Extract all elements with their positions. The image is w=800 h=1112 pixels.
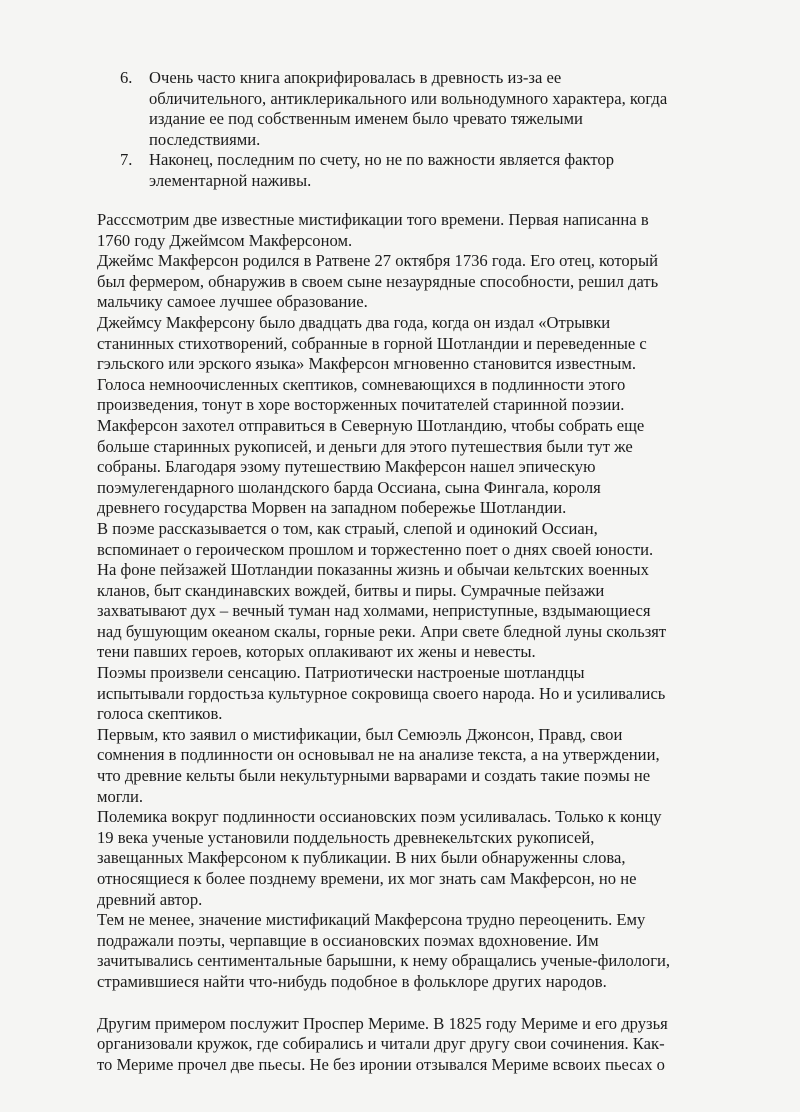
text-line: испытывали гордостьза культурное сокровища своего народа. Но и усиливались bbox=[97, 683, 666, 703]
text-line: то Мериме прочел две пьесы. Не без иронии отзывался Мериме всвоих пьесах о bbox=[97, 1054, 665, 1074]
list-item bbox=[120, 150, 720, 191]
text-line: В поэме рассказывается о том, как страый, слепой и одинокий Оссиан, bbox=[97, 518, 598, 538]
text-line: собраны. Благодаря эзому путешествию Макферсон нашел эпическую bbox=[97, 457, 596, 477]
text-line: зачитывались сентиментальные барышни, к нему обращались ученые-филологи, bbox=[97, 951, 671, 971]
numbered-list bbox=[120, 68, 720, 192]
text-line: кланов, быт скандинавских вождей, битвы и пиры. Сумрачные пейзажи bbox=[97, 580, 605, 600]
text-line: поэмулегендарного шоландского барда Оссиана, сына Фингала, короля bbox=[97, 477, 601, 497]
list-item-number: 6. bbox=[120, 68, 133, 87]
text-line: древний автор. bbox=[97, 889, 203, 909]
body-text bbox=[97, 210, 717, 1075]
text-line: станинных стихотворений, собранные в горной Шотландии и переведенные с bbox=[97, 333, 647, 353]
text-line: голоса скептиков. bbox=[97, 704, 223, 724]
text-line: тени павших героев, которых оплакивают их жены и невесты. bbox=[97, 642, 536, 662]
text-line: Джеймс Макферсон родился в Ратвене 27 октября 1736 года. Его отец, который bbox=[97, 251, 658, 271]
text-line: Тем не менее, значение мистификаций Макферсона трудно переоценить. Ему bbox=[97, 910, 646, 930]
text-line: 1760 году Джеймсом Макферсоном. bbox=[97, 230, 353, 250]
text-line: произведения, тонут в хоре восторженных почитателей старинной поэзии. bbox=[97, 395, 625, 415]
text-line: страмившиеся найти что-нибудь подобное в фольклоре других народов. bbox=[97, 971, 607, 991]
list-item-line: обличительного, антиклерикального или вольнодумного характера, когда bbox=[149, 88, 668, 108]
text-line: больше старинных рукописей, и деньги для этого путешествия были тут же bbox=[97, 436, 633, 456]
text-line: был фермером, обнаружив в своем сыне незаурядные способности, решил дать bbox=[97, 271, 659, 291]
list-item-number: 7. bbox=[120, 150, 133, 170]
list-item-line: Очень часто книга апокрифировалась в древность из-за ее bbox=[149, 68, 562, 87]
text-line: Первым, кто заявил о мистификации, был Семюэль Джонсон, Правд, свои bbox=[97, 724, 623, 744]
text-line: Полемика вокруг подлинности оссиановских поэм усиливалась. Только к концу bbox=[97, 807, 662, 827]
text-line: завещанных Макферсоном к публикации. В них были обнаруженны слова, bbox=[97, 848, 626, 868]
text-line: сомнения в подлинности он основывал не на анализе текста, а на утверждении, bbox=[97, 745, 660, 765]
text-line: Поэмы произвели сенсацию. Патриотически настроеные шотландцы bbox=[97, 663, 585, 683]
text-line: Макферсон захотел отправиться в Северную Шотландию, чтобы собрать еще bbox=[97, 415, 645, 435]
text-line: гэльского или эрского языка» Макферсон мгновенно становится известным. bbox=[97, 354, 637, 374]
text-line: Расссмотрим две известные мистификации того времени. Первая написанна в bbox=[97, 210, 649, 229]
text-line: 19 века ученые установили поддельность древнекельтских рукописей, bbox=[97, 827, 595, 847]
text-line: Другим примером послужит Проспер Мериме. В 1825 году Мериме и его друзья bbox=[97, 1013, 668, 1033]
text-line: относящиеся к более позднему времени, их мог знать сам Макферсон, но не bbox=[97, 869, 637, 888]
text-line: мальчику самоее лучшее образование. bbox=[97, 292, 368, 312]
list-item-line: последствиями. bbox=[149, 129, 261, 149]
text-line: могли. bbox=[97, 786, 144, 806]
text-line: вспоминает о героическом прошлом и торжестенно поет о днях своей юности. bbox=[97, 539, 654, 559]
text-line: над бушующим океаном скалы, горные реки. Апри свете бледной луны скользят bbox=[97, 621, 667, 641]
list-item-line: Наконец, последним по счету, но не по важности является фактор bbox=[149, 150, 614, 170]
text-line: Голоса немноочисленных скептиков, сомневающихся в подлинности этого bbox=[97, 374, 626, 394]
text-line: подражали поэты, черпавщие в оссиановских поэмах вдохновение. Им bbox=[97, 930, 599, 950]
text-line: организовали кружок, где собирались и читали друг другу свои сочинения. Как- bbox=[97, 1034, 665, 1054]
list-item bbox=[120, 68, 720, 150]
text-line: захватывают дух – вечный туман над холмами, неприступные, вздымающиеся bbox=[97, 601, 651, 621]
text-line: На фоне пейзажей Шотландии показанны жизнь и обычаи кельтских военных bbox=[97, 560, 649, 580]
list-item-line: издание ее под собственным именем было чревато тяжелыми bbox=[149, 109, 583, 129]
list-item-line: элементарной наживы. bbox=[149, 170, 312, 190]
text-line: Джеймсу Макферсону было двадцать два года, когда он издал «Отрывки bbox=[97, 312, 611, 332]
text-line: что древние кельты были некультурными варварами и создать такие поэмы не bbox=[97, 766, 651, 786]
paragraph-gap bbox=[97, 993, 717, 1014]
text-line: древнего государства Морвен на западном побережье Шотландии. bbox=[97, 498, 567, 518]
